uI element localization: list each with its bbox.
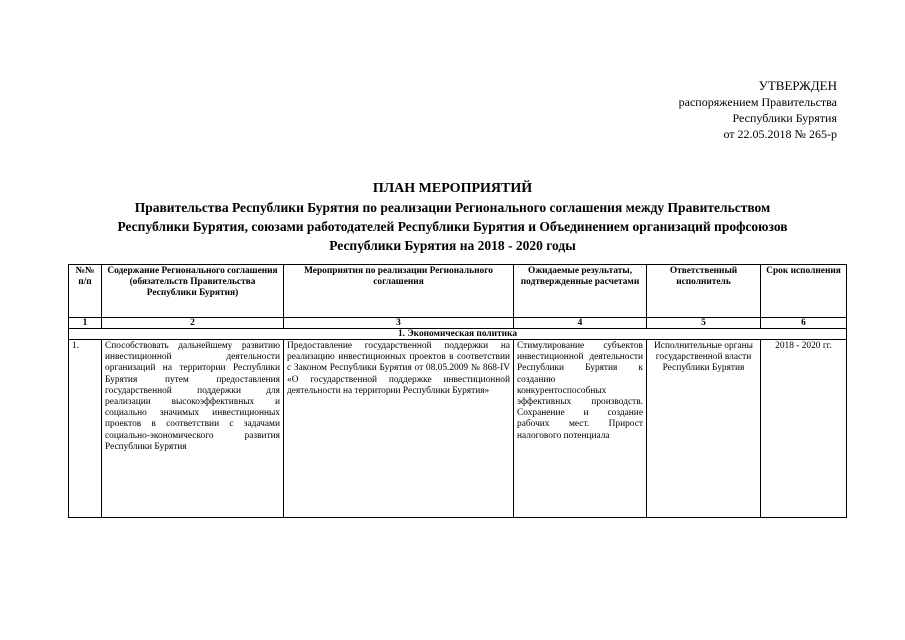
column-number: 2: [102, 318, 284, 329]
approval-stamp: [679, 78, 837, 142]
row-measures: Предоставление государственной поддержки на реализацию инвестиционных проектов в соответствии с Законом Республики Бурятия от 08.05.2009 № 868-IV «О государственной поддержке инвестиционной деятельности на территории Республики Бурятия»: [284, 340, 514, 518]
title-sub-2: Республики Бурятия, союзами работодателей Республики Бурятия и Объединением организаций профсоюзов: [117, 219, 788, 234]
approval-line-3: от 22.05.2018 № 265-р: [723, 127, 837, 141]
table-row: [69, 340, 847, 518]
title-main: ПЛАН МЕРОПРИЯТИЙ: [372, 181, 533, 196]
approval-word: УТВЕРЖДЕН: [758, 78, 837, 93]
row-executor: Исполнительные органы государственной власти Республики Бурятия: [647, 340, 761, 518]
header-results: Ожидаемые результаты, подтвержденные расчетами: [514, 265, 647, 318]
approval-line-1: распоряжением Правительства: [678, 95, 837, 109]
row-results: Стимулирование субъектов инвестиционной деятельности Республики Бурятия к созданию конкурентоспособных эффективных производств. Сохранение и создание рабочих мест. Прирост налогового потенциала: [514, 340, 647, 518]
section-row: [69, 329, 847, 340]
column-number: 3: [284, 318, 514, 329]
column-number: 1: [69, 318, 102, 329]
title-sub-3: Республики Бурятия на 2018 - 2020 годы: [329, 238, 576, 253]
header-measures: Мероприятия по реализации Регионального соглашения: [284, 265, 514, 318]
approval-line-2: Республики Бурятия: [732, 111, 837, 125]
row-deadline: 2018 - 2020 гг.: [761, 340, 847, 518]
header-content: Содержание Регионального соглашения (обязательств Правительства Республики Бурятия): [102, 265, 284, 318]
row-num: 1.: [69, 340, 102, 518]
header-row: [69, 265, 847, 318]
document-title: [60, 180, 845, 255]
plan-table: [68, 264, 847, 518]
column-number: 6: [761, 318, 847, 329]
column-number: 4: [514, 318, 647, 329]
row-content: Способствовать дальнейшему развитию инвестиционной деятельности организаций на территории Республики Бурятия путем предоставления государственной поддержки для реализации высокоэффективных и социально значимых инвестиционных проектов в соответствии с задачами социально-экономического развития Республики Бурятия: [102, 340, 284, 518]
header-deadline: Срок исполнения: [761, 265, 847, 318]
title-sub-1: Правительства Республики Бурятия по реализации Регионального соглашения между Правительством: [134, 200, 771, 215]
column-numbers-row: [69, 318, 847, 329]
section-title: 1. Экономическая политика: [69, 329, 847, 340]
column-number: 5: [647, 318, 761, 329]
header-executor: Ответственный исполнитель: [647, 265, 761, 318]
header-num: №№ п/п: [69, 265, 102, 318]
